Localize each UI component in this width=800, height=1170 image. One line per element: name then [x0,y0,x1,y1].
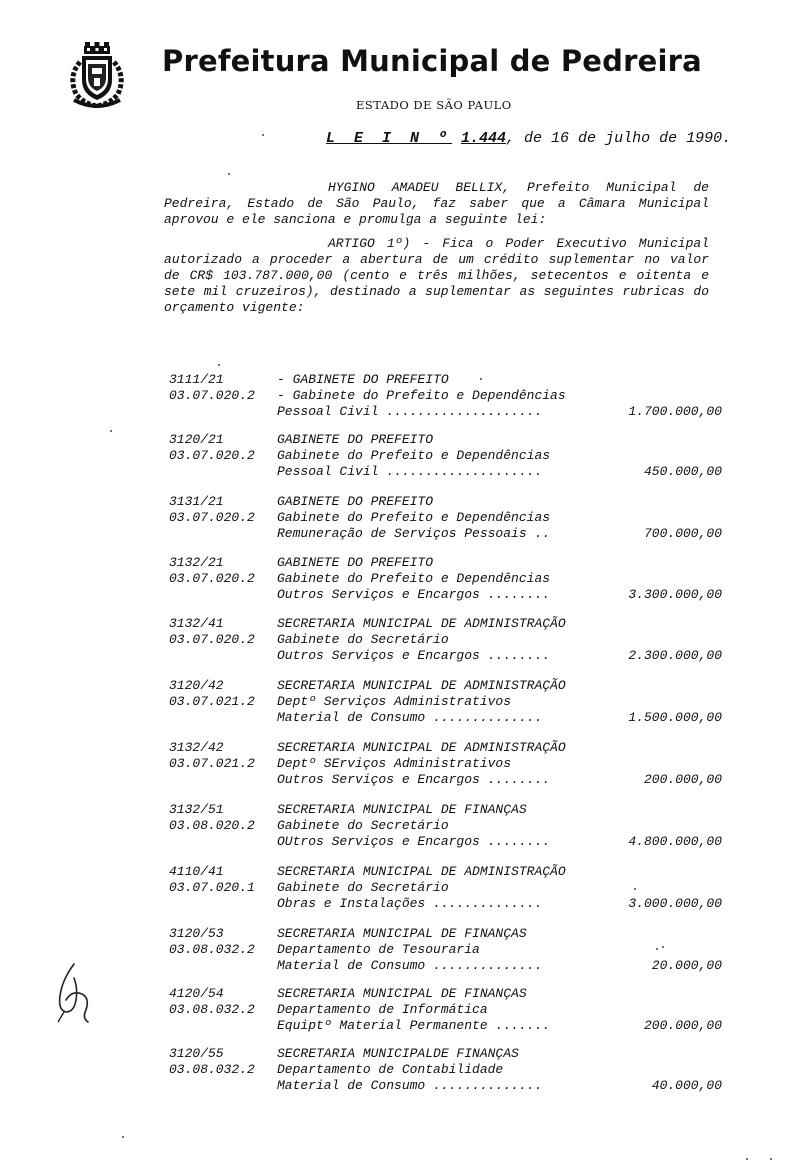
entry-subcode: 03.07.020.2 [169,571,255,586]
entry-amount: 200.000,00 [643,772,722,787]
scan-speck [656,948,658,950]
budget-entry [165,740,730,790]
entry-unit: Departamento de Informática [277,1002,488,1017]
entry-code: 3120/53 [169,926,224,941]
scan-speck [228,173,230,175]
entry-subcode: 03.07.021.2 [169,694,255,709]
entry-item: OUtros Serviços e Encargos ........ [277,834,551,849]
state-subtitle: ESTADO DE SÃO PAULO [356,98,512,112]
entry-department: SECRETARIA MUNICIPAL DE FINANÇAS [277,926,527,941]
entry-unit: Gabinete do Prefeito e Dependências [277,510,551,525]
intro-paragraph [164,180,709,228]
entry-amount: 20.000,00 [651,958,722,973]
entry-item: Outros Serviços e Encargos ........ [277,772,551,787]
entry-item: Remuneração de Serviços Pessoais .. [277,526,551,541]
entry-code: 3132/42 [169,740,224,755]
entry-unit: Gabinete do Secretário [277,818,449,833]
scan-speck [122,1136,124,1138]
entry-item: Equiptº Material Permanente ....... [277,1018,551,1033]
entry-amount: 700.000,00 [643,526,722,541]
entry-item: Outros Serviços e Encargos ........ [277,648,551,663]
scan-speck [770,1158,772,1160]
entry-department: SECRETARIA MUNICIPALDE FINANÇAS [277,1046,519,1061]
entry-department: SECRETARIA MUNICIPAL DE ADMINISTRAÇÃO [277,740,566,755]
law-label: L E I N º [326,130,453,147]
entry-code: 3132/41 [169,616,224,631]
entry-department: SECRETARIA MUNICIPAL DE FINANÇAS [277,986,527,1001]
entry-unit: - Gabinete do Prefeito e Dependências [277,388,566,403]
entry-amount: 1.500.000,00 [628,710,722,725]
entry-code: 4120/54 [169,986,224,1001]
entry-item: Obras e Instalações .............. [277,896,543,911]
municipal-coat-of-arms-icon [66,42,128,110]
entry-unit: Deptº Serviços Administrativos [277,694,512,709]
entry-code: 3131/21 [169,494,224,509]
entry-unit: Gabinete do Prefeito e Dependências [277,448,551,463]
scan-speck [662,946,664,948]
entry-subcode: 03.07.020.2 [169,448,255,463]
entry-subcode: 03.07.020.2 [169,388,255,403]
entry-unit: Departamento de Contabilidade [277,1062,504,1077]
entry-department: SECRETARIA MUNICIPAL DE ADMINISTRAÇÃO [277,864,566,879]
entry-unit: Gabinete do Secretário [277,880,449,895]
budget-entry [165,986,730,1036]
entry-code: 3132/21 [169,555,224,570]
law-heading [326,130,731,147]
budget-entry [165,926,730,976]
entry-amount: 3.000.000,00 [628,896,722,911]
entry-subcode: 03.08.032.2 [169,1062,255,1077]
entry-unit: Gabinete do Prefeito e Dependências [277,571,551,586]
entry-department: SECRETARIA MUNICIPAL DE ADMINISTRAÇÃO [277,678,566,693]
entry-subcode: 03.07.020.1 [169,880,255,895]
budget-entry [165,372,730,422]
scan-speck [110,430,112,432]
entry-item: Material de Consumo .............. [277,710,543,725]
entry-amount: 200.000,00 [643,1018,722,1033]
entry-unit: Gabinete do Secretário [277,632,449,647]
budget-entry [165,864,730,914]
entry-code: 3120/42 [169,678,224,693]
entry-item: Material de Consumo .............. [277,1078,543,1093]
entry-unit: Departamento de Tesouraria [277,942,480,957]
article-1-text: ARTIGO 1º) - Fica o Poder Executivo Municipal autorizado a proceder a abertura de um crédito suplementar no valor de CR$ 103.787.000,00 (cento e três milhões, setecentos e oitenta e sete mil cruzeiros), destinado a suplementar as seguintes rubricas do orçamento vigente: [164,236,709,315]
entry-item: Pessoal Civil .................... [277,464,543,479]
entry-item: Outros Serviços e Encargos ........ [277,587,551,602]
entry-subcode: 03.07.021.2 [169,756,255,771]
budget-entry [165,1046,730,1096]
entry-code: 3120/55 [169,1046,224,1061]
handwritten-initials-icon [52,960,96,1030]
budget-entry [165,678,730,728]
article-1-paragraph [164,236,709,316]
budget-entry [165,432,730,482]
budget-entry [165,616,730,666]
scan-speck [480,378,482,380]
entry-department: GABINETE DO PREFEITO [277,494,434,509]
entry-amount: 40.000,00 [651,1078,722,1093]
entry-subcode: 03.07.020.2 [169,510,255,525]
scan-speck [634,888,636,890]
page-title: Prefeitura Municipal de Pedreira [162,44,702,78]
entry-code: 4110/41 [169,864,224,879]
entry-subcode: 03.08.032.2 [169,1002,255,1017]
entry-department: GABINETE DO PREFEITO [277,555,434,570]
entry-department: GABINETE DO PREFEITO [277,432,434,447]
entry-amount: 3.300.000,00 [628,587,722,602]
law-date: , de 16 de julho de 1990. [506,130,732,147]
scan-speck [746,1158,748,1160]
entry-code: 3120/21 [169,432,224,447]
entry-subcode: 03.08.032.2 [169,942,255,957]
scan-speck [218,364,220,366]
entry-department: SECRETARIA MUNICIPAL DE ADMINISTRAÇÃO [277,616,566,631]
entry-subcode: 03.08.020.2 [169,818,255,833]
budget-entry [165,802,730,852]
law-number: 1.444 [461,130,507,147]
entry-department: SECRETARIA MUNICIPAL DE FINANÇAS [277,802,527,817]
scan-speck [262,134,264,136]
entry-amount: 1.700.000,00 [628,404,722,419]
entry-amount: 2.300.000,00 [628,648,722,663]
budget-entry [165,555,730,605]
entry-code: 3111/21 [169,372,224,387]
intro-text: HYGINO AMADEU BELLIX, Prefeito Municipal de Pedreira, Estado de São Paulo, faz saber que a Câmara Municipal aprovou e ele sanciona e promulga a seguinte lei: [164,180,709,227]
entry-subcode: 03.07.020.2 [169,632,255,647]
entry-item: Material de Consumo .............. [277,958,543,973]
entry-item: Pessoal Civil .................... [277,404,543,419]
entry-amount: 4.800.000,00 [628,834,722,849]
entry-unit: Deptº SErviços Administrativos [277,756,512,771]
entry-code: 3132/51 [169,802,224,817]
budget-entry [165,494,730,544]
entry-department: - GABINETE DO PREFEITO [277,372,449,387]
entry-amount: 450.000,00 [643,464,722,479]
